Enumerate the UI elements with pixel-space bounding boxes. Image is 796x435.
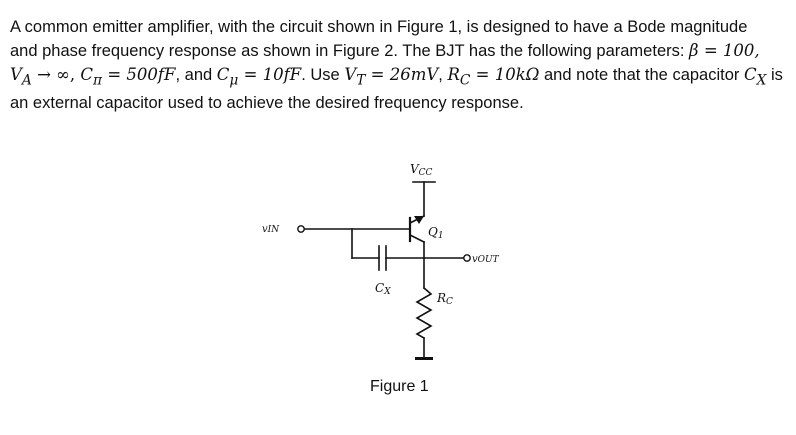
figure-caption: Figure 1 (370, 378, 429, 395)
q1-label: Q1 (428, 225, 444, 241)
transistor-collector (410, 235, 424, 242)
vin-label: vIN (262, 224, 280, 235)
rc-subscript: C (459, 72, 471, 89)
vcc-label: VCC (410, 162, 433, 178)
cpi-symbol: C (80, 65, 94, 84)
cpi-value: = 500fF (102, 65, 176, 84)
va-subscript: A (21, 72, 32, 89)
rc-resistor (417, 288, 431, 338)
cx-subscript: X (756, 72, 767, 89)
vt-subscript: T (356, 72, 366, 89)
rc-label: RC (437, 291, 453, 307)
cmu-symbol: C (216, 65, 230, 84)
problem-line-4: an external capacitor used to achieve the desired frequency response. (10, 94, 524, 113)
note-text: and note that the capacitor (539, 66, 744, 84)
problem-line-2-text: and phase frequency response as shown in Figure 2. The BJT has the following parameters: (10, 42, 690, 60)
cx-symbol: C (743, 65, 757, 84)
cmu-value: = 10fF (238, 65, 302, 84)
vt-value: = 26mV (365, 65, 439, 84)
problem-line-1: A common emitter amplifier, with the circuit shown in Figure 1, is designed to have a Bode magnitude (10, 18, 748, 36)
ground-symbol (415, 357, 433, 360)
use-text: . Use (301, 66, 345, 84)
va-value: → ∞, (31, 65, 81, 84)
cmu-subscript: μ (229, 72, 239, 89)
cpi-subscript: π (93, 72, 103, 89)
and-text: , and (175, 66, 217, 84)
is-text: is (766, 66, 783, 84)
vt-symbol: V (344, 65, 357, 84)
cx-label: CX (375, 281, 391, 297)
comma-text: , (438, 66, 448, 84)
rc-symbol: R (447, 65, 460, 84)
beta-equation: β = 100, (689, 41, 760, 60)
vout-label: vOUT (472, 254, 499, 265)
rc-value: = 10kΩ (470, 65, 540, 84)
vout-terminal (464, 255, 470, 261)
vin-terminal (298, 226, 304, 232)
va-symbol: V (10, 65, 22, 84)
